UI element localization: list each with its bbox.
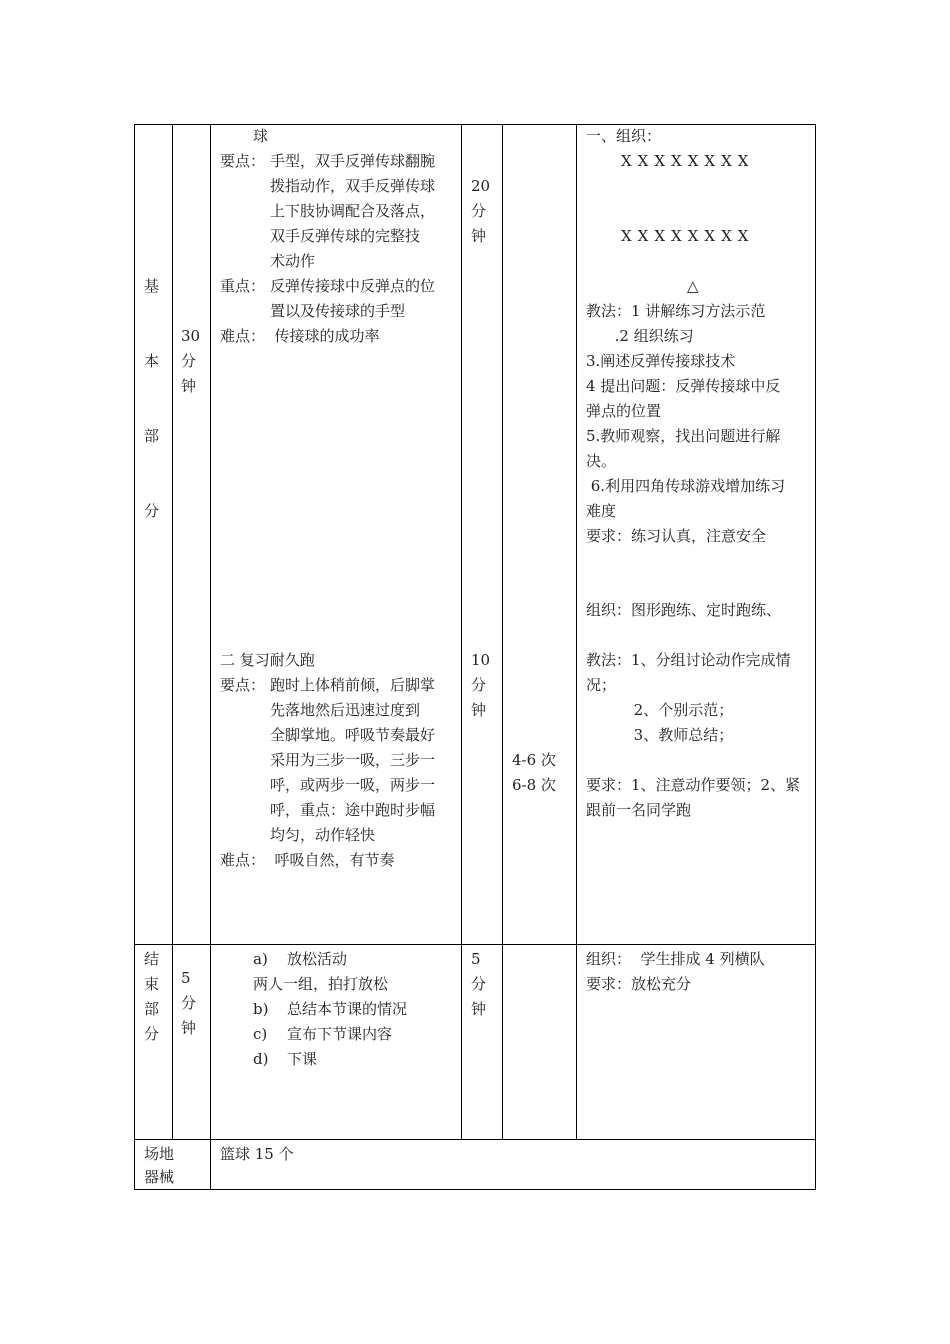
table-border-right <box>815 124 816 1190</box>
method-line: 3、教师总结； <box>586 726 734 744</box>
keypoints-line: 均匀，动作轻快 <box>270 826 376 844</box>
method-line: 要求：放松充分 <box>586 975 692 993</box>
method-line: 3.阐述反弹传接球技术 <box>586 352 736 370</box>
end-time-line: 分 <box>181 994 197 1012</box>
list-item-text: 放松活动 <box>287 950 348 968</box>
col-divider-4 <box>502 124 503 1140</box>
time-line: 钟 <box>471 227 487 245</box>
row-divider-equipment <box>134 1139 816 1140</box>
basic-time-line: 钟 <box>181 377 197 395</box>
table-border-bottom <box>134 1189 816 1190</box>
requirement-line: 要求：1、注意动作要领；2、紧 <box>586 776 801 794</box>
content-title: 二 复习耐久跑 <box>220 651 315 669</box>
basic-time-line: 分 <box>181 352 197 370</box>
method-line: 5.教师观察，找出问题进行解 <box>586 427 781 445</box>
col-divider-1 <box>172 124 173 1140</box>
list-marker: c) <box>253 1025 268 1043</box>
method-line: 组织： 学生排成 4 列横队 <box>586 950 765 968</box>
reps-line: 6-8 次 <box>512 776 556 794</box>
keypoints-line: 全脚掌地。呼吸节奏最好 <box>270 726 436 744</box>
formation-row: XXXXXXXX <box>621 152 755 170</box>
end-label-char: 部 <box>144 1000 160 1018</box>
basic-label-char: 基 <box>144 277 160 295</box>
col-divider-2 <box>210 124 211 1190</box>
end-label-char: 结 <box>144 950 160 968</box>
col-divider-3 <box>461 124 462 1140</box>
difficulty-line: 难点： 传接球的成功率 <box>220 327 380 345</box>
end-label-char: 束 <box>144 975 160 993</box>
keypoints-line: 上下肢协调配合及落点， <box>270 202 436 220</box>
method-line: 决。 <box>586 452 617 470</box>
keypoints-line: 呼，或两步一吸，两步一 <box>270 776 436 794</box>
teacher-triangle-icon: △ <box>687 277 699 295</box>
method-line: 要求：练习认真，注意安全 <box>586 527 767 545</box>
list-item-text: 总结本节课的情况 <box>287 1000 408 1018</box>
basic-label-char: 本 <box>144 352 160 370</box>
method-line: 4 提出问题：反弹传接球中反 <box>586 377 781 395</box>
time-line: 10 <box>471 651 491 669</box>
basic-label-char: 分 <box>144 502 160 520</box>
organization-heading: 一、组织： <box>586 127 662 145</box>
keypoints-line: 呼，重点：途中跑时步幅 <box>270 801 436 819</box>
list-item-text: 宣布下节课内容 <box>287 1025 393 1043</box>
list-marker: d) <box>253 1050 269 1068</box>
equipment-value: 篮球 15 个 <box>220 1145 294 1163</box>
keypoints-line: 术动作 <box>270 252 316 270</box>
table-border-top <box>134 124 816 125</box>
time-line: 钟 <box>471 1000 487 1018</box>
keypoints-label: 要点： <box>220 152 266 170</box>
method-line: 弹点的位置 <box>586 402 662 420</box>
organization-line: 组织：图形跑练、定时跑练、 <box>586 601 782 619</box>
end-time-line: 5 <box>181 969 191 987</box>
method-line: 教法：1 讲解练习方法示范 <box>586 302 766 320</box>
keypoints-line: 拨指动作，双手反弹传球 <box>270 177 436 195</box>
keypoints-line: 跑时上体稍前倾，后脚掌 <box>270 676 436 694</box>
focus-line: 反弹传接球中反弹点的位 <box>270 277 436 295</box>
basic-time-line: 30 <box>181 327 201 345</box>
method-line: .2 组织练习 <box>586 327 694 345</box>
keypoints-line: 采用为三步一吸，三步一 <box>270 751 436 769</box>
method-line: 2、个别示范； <box>586 701 734 719</box>
basic-label-char: 部 <box>144 427 160 445</box>
keypoints-line: 先落地然后迅速过度到 <box>270 701 421 719</box>
end-time-line: 钟 <box>181 1019 197 1037</box>
focus-label: 重点： <box>220 277 266 295</box>
formation-row: XXXXXXXX <box>621 227 755 245</box>
time-line: 分 <box>471 975 487 993</box>
requirement-line: 跟前一名同学跑 <box>586 801 692 819</box>
time-line: 分 <box>471 202 487 220</box>
time-line: 钟 <box>471 701 487 719</box>
method-line: 况； <box>586 676 617 694</box>
equipment-label-line: 场地 <box>144 1145 175 1163</box>
time-line: 5 <box>471 950 481 968</box>
content-continuation: 球 <box>253 127 269 145</box>
method-line: 6.利用四角传球游戏增加练习 <box>586 477 786 495</box>
time-line: 20 <box>471 177 491 195</box>
end-label-char: 分 <box>144 1025 160 1043</box>
keypoints-line: 手型，双手反弹传球翻腕 <box>270 152 436 170</box>
list-item-text: 下课 <box>287 1050 318 1068</box>
col-divider-5 <box>576 124 577 1140</box>
equipment-label-line: 器械 <box>144 1168 175 1186</box>
reps-line: 4-6 次 <box>512 751 556 769</box>
difficulty-line: 难点： 呼吸自然，有节奏 <box>220 851 395 869</box>
list-marker: b) <box>253 1000 269 1018</box>
list-marker: a) <box>253 950 268 968</box>
method-line: 难度 <box>586 502 617 520</box>
row-divider-end <box>134 944 816 945</box>
keypoints-label: 要点： <box>220 676 266 694</box>
focus-line: 置以及传接球的手型 <box>270 302 406 320</box>
table-border-left <box>134 124 135 1190</box>
time-line: 分 <box>471 676 487 694</box>
list-item-text: 两人一组，拍打放松 <box>253 975 389 993</box>
keypoints-line: 双手反弹传球的完整技 <box>270 227 421 245</box>
method-line: 教法：1、分组讨论动作完成情 <box>586 651 791 669</box>
